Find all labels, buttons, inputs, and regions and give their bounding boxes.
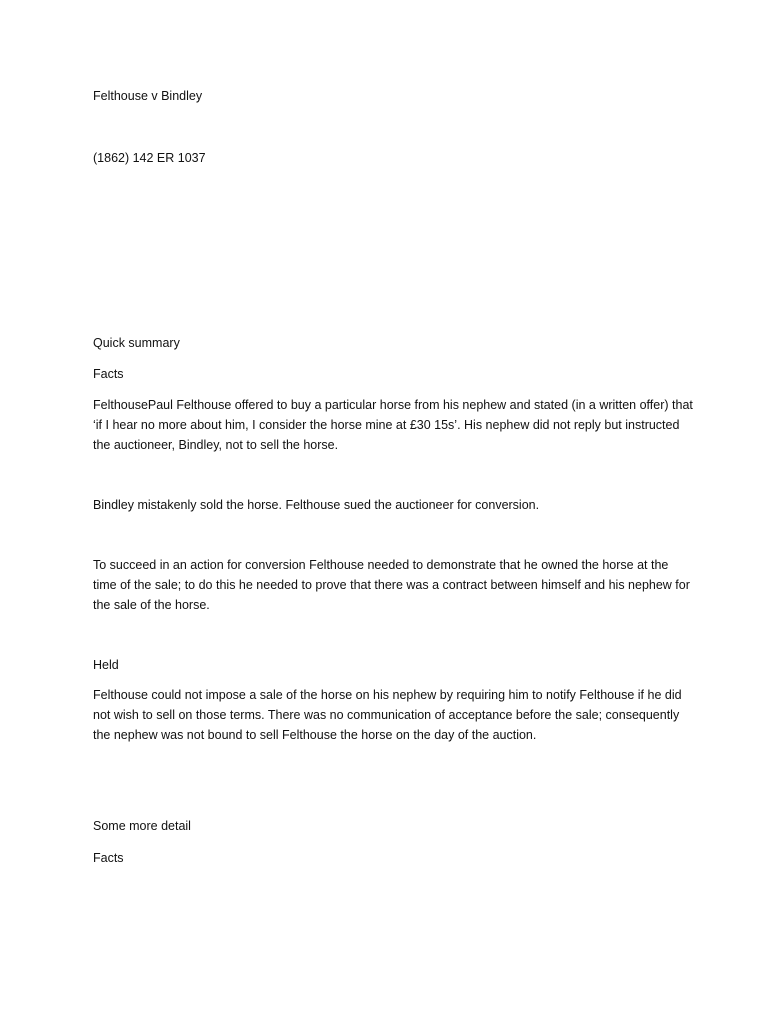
- facts-paragraph-3: To succeed in an action for conversion Felthouse needed to demonstrate that he owned the horse at the time of the sale; to do this he needed to prove that there was a contract between himself and his nephew for the sale of the horse.: [93, 558, 690, 612]
- facts-paragraph-1: FelthousePaul Felthouse offered to buy a particular horse from his nephew and stated (in a written offer) that ‘if I hear no more about him, I consider the horse mine at £30 15s’. His nephew did not reply but instructed the auctioneer, Bindley, not to sell the horse.: [93, 398, 693, 452]
- more-detail-heading: Some more detail: [93, 819, 191, 833]
- case-title: Felthouse v Bindley: [93, 89, 203, 103]
- quick-summary-heading: Quick summary: [93, 336, 180, 350]
- case-citation: (1862) 142 ER 1037: [93, 151, 206, 165]
- facts-heading-2: Facts: [93, 851, 124, 865]
- facts-paragraph-2: Bindley mistakenly sold the horse. Felthouse sued the auctioneer for conversion.: [93, 498, 540, 512]
- held-heading: Held: [93, 658, 119, 672]
- held-paragraph: Felthouse could not impose a sale of the horse on his nephew by requiring him to notify Felthouse if he did not wish to sell on those terms. There was no communication of acceptance before the sale; consequently the nephew was not bound to sell Felthouse the horse on the day of the auction.: [93, 688, 682, 742]
- facts-heading: Facts: [93, 367, 124, 381]
